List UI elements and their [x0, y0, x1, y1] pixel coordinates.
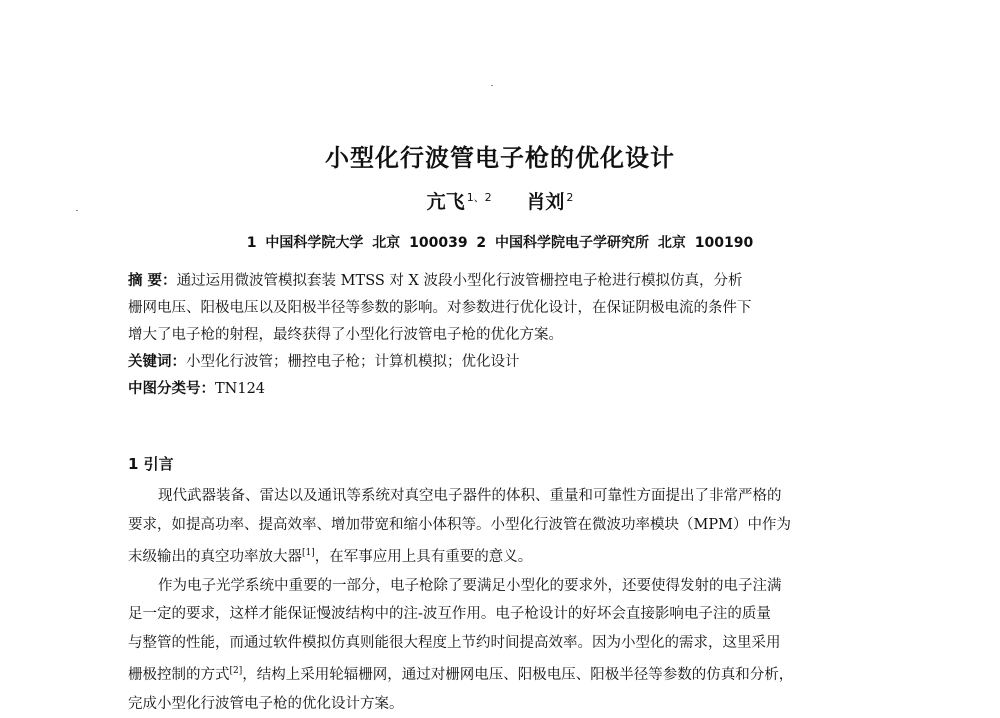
abstract-block	[128, 268, 868, 403]
section-body	[128, 482, 870, 718]
keywords-label: 关键词：	[128, 354, 186, 370]
paragraph-line: 足一定的要求，这样才能保证慢波结构中的注-波互作用。电子枪设计的好坏会直接影响电子注的质量	[128, 600, 870, 629]
paragraph-line: 与整管的性能，而通过软件模拟仿真则能很大程度上节约时间提高效率。因为小型化的需求，这里采用	[128, 629, 870, 658]
abstract-line: 增大了电子枪的射程，最终获得了小型化行波管电子枪的优化方案。	[128, 322, 868, 349]
paragraph-line: 栅极控制的方式[2]，结构上采用轮辐栅网，通过对栅网电压、阳极电压、阳极半径等参数的仿真和分析，	[128, 657, 870, 690]
classification-text: TN124	[215, 381, 265, 397]
classification-label: 中图分类号：	[128, 381, 215, 397]
citation-ref[interactable]: [1]	[302, 548, 315, 558]
keywords-text: 小型化行波管；栅控电子枪；计算机模拟；优化设计	[186, 354, 520, 370]
paragraph-line: 作为电子光学系统中重要的一部分，电子枪除了要满足小型化的要求外，还要使得发射的电子注满	[128, 572, 870, 601]
abstract-label: 摘 要：	[128, 273, 177, 289]
author-name: 亢飞	[427, 191, 465, 213]
abstract-line: 栅网电压、阳极电压以及阳极半径等参数的影响。对参数进行优化设计，在保证阴极电流的条件下	[128, 295, 868, 322]
abstract-line	[128, 268, 868, 295]
paragraph-line: 完成小型化行波管电子枪的优化设计方案。	[128, 690, 870, 718]
author-affiliation-mark: 2	[566, 191, 573, 204]
author	[427, 191, 492, 213]
author-name: 肖刘	[526, 191, 564, 213]
author	[526, 191, 573, 213]
classification-line	[128, 376, 868, 403]
paragraph-line: 要求，如提高功率、提高效率、增加带宽和缩小体积等。小型化行波管在微波功率模块（MPM）中作为	[128, 511, 870, 540]
keywords-line	[128, 349, 868, 376]
abstract-text: 通过运用微波管模拟套装 MTSS 对 X 波段小型化行波管栅控电子枪进行模拟仿真，分析	[177, 273, 743, 289]
paragraph-line: 末级输出的真空功率放大器[1]，在军事应用上具有重要的意义。	[128, 539, 870, 572]
section-heading: 1 引言	[128, 453, 174, 474]
author-affiliation-mark: 1、2	[467, 191, 492, 204]
citation-ref[interactable]: [2]	[230, 666, 243, 676]
scan-speck	[491, 85, 493, 86]
paper-title: 小型化行波管电子枪的优化设计	[0, 138, 1000, 173]
affiliation-line: 1 中国科学院大学 北京 100039 2 中国科学院电子学研究所 北京 100190	[0, 232, 1000, 252]
author-list	[0, 187, 1000, 214]
paragraph-line: 现代武器装备、雷达以及通讯等系统对真空电子器件的体积、重量和可靠性方面提出了非常严格的	[128, 482, 870, 511]
